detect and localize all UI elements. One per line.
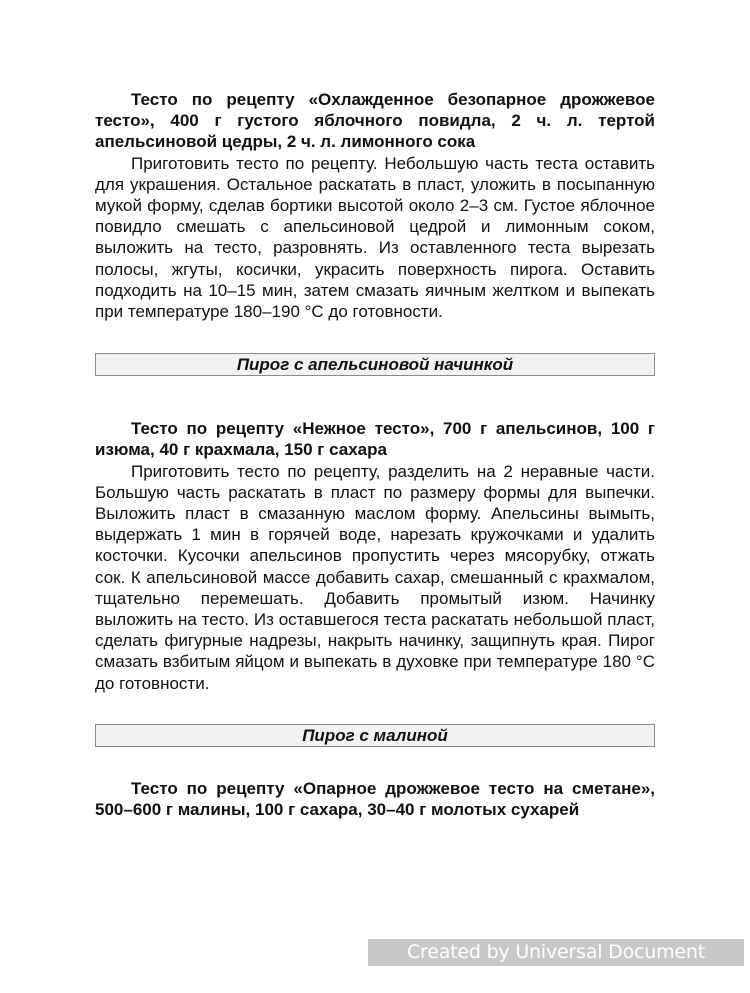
recipe-title: Пирог с малиной [95,724,655,747]
converter-watermark: Created by Universal Document Converter [368,939,744,966]
ingredients-text: Тесто по рецепту «Нежное тесто», 700 г апельсинов, 100 г изюма, 40 г крахмала, 150 г сахара [95,419,655,460]
recipe-section [95,418,655,694]
ingredients-text: Тесто по рецепту «Опарное дрожжевое тесто на сметане», 500–600 г малины, 100 г сахара, 30–40 г молотых сухарей [95,778,655,820]
recipe-title: Пирог с апельсиновой начинкой [95,353,655,376]
instructions-text: Приготовить тесто по рецепту, разделить на 2 неравные части. Большую часть раскатать в пласт по размеру формы для выпечки. Выложить пласт в смазанную маслом форму. Апельсины вымыть, выдержать 1 мин в горячей воде, нарезать кружочками и удалить косточки. Кусочки апельсинов пропустить через мясорубку, отжать сок. К апельсиновой массе добавить сахар, смешанный с крахмалом, тщательно перемешать. Добавить промытый изюм. Начинку выложить на тесто. Из оставшегося теста раскатать небольшой пласт, сделать фигурные надрезы, накрыть начинку, защипнуть края. Пирог смазать взбитым яйцом и выпекать в духовке при температуре 180 °C до готовности. [95,461,655,693]
instructions-text: Приготовить тесто по рецепту. Небольшую часть теста оставить для украшения. Остальное раскатать в пласт, уложить в посыпанную мукой форму, сделав бортики высотой около 2–3 см. Густое яблочное повидло смешать с апельсиновой цедрой и лимонным соком, выложить на тесто, разровнять. Из оставленного теста вырезать полосы, жгуты, косички, украсить поверхность пирога. Оставить подходить на 10–15 мин, затем смазать яичным желтком и выпекать при температуре 180–190 °C до готовности. [95,153,655,322]
ingredients-text: Тесто по рецепту «Охлажденное безопарное дрожжевое тесто», 400 г густого яблочного повидла, 2 ч. л. тертой апельсиновой цедры, 2 ч. л. лимонного сока [95,90,655,152]
recipe-section [95,89,655,322]
document-page [95,89,655,820]
recipe-section [95,778,655,820]
